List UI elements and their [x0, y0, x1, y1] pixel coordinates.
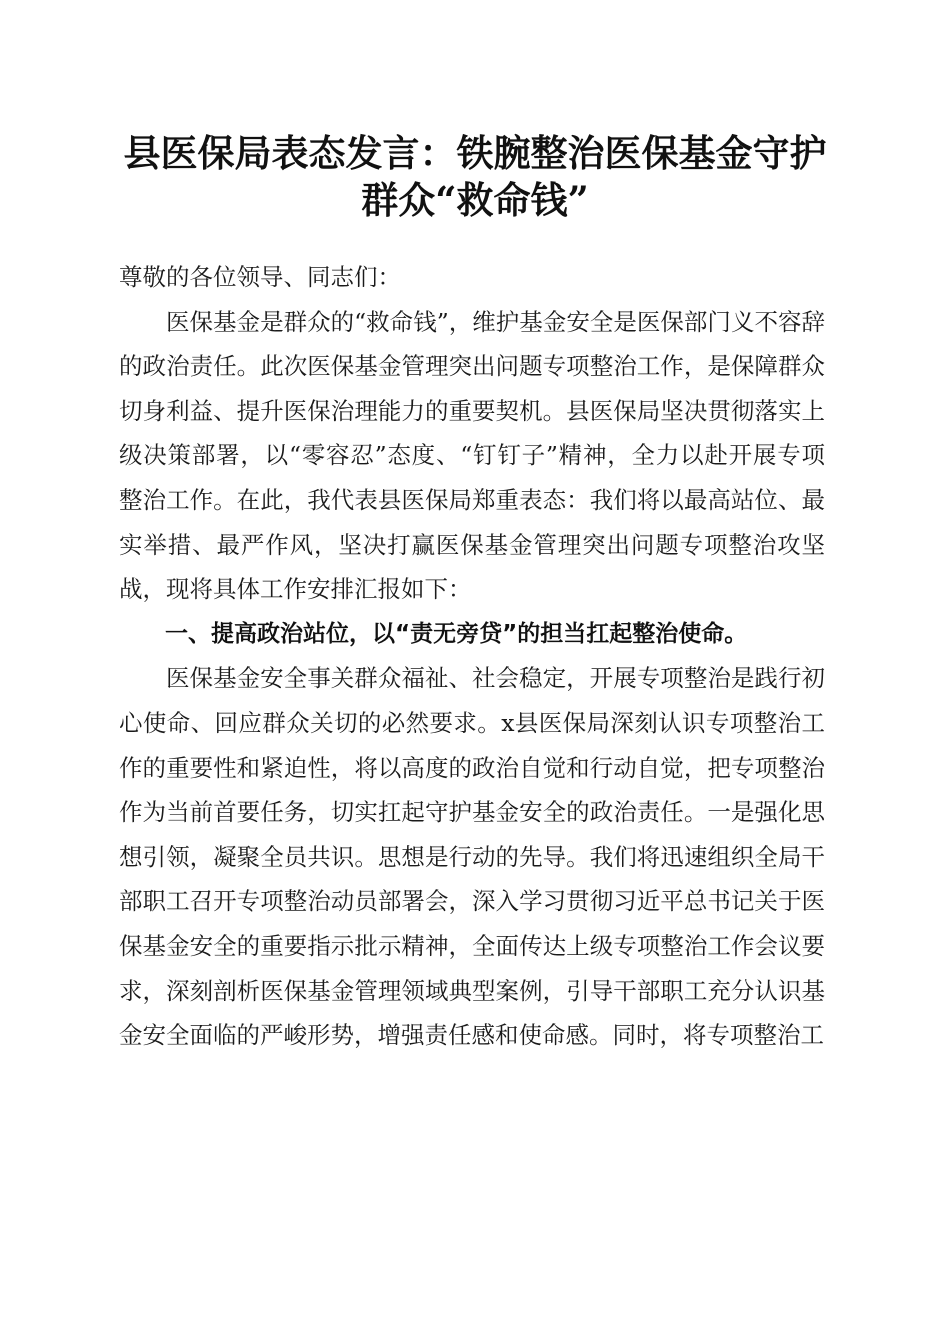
document-title: 县医保局表态发言：铁腕整治医保基金守护群众“救命钱” — [123, 131, 827, 222]
paragraph-intro: 医保基金是群众的“救命钱”，维护基金安全是医保部门义不容辞的政治责任。此次医保基金管理突出问题专项整治工作，是保障群众切身利益、提升医保治理能力的重要契机。县医保局坚决贯彻落实上级决策部署，以“零容忍”态度、“钉钉子”精神，全力以赴开展专项整治工作。在此，我代表县医保局郑重表态：我们将以最高站位、最实举措、最严作风，坚决打赢医保基金管理突出问题专项整治攻坚战，现将具体工作安排汇报如下： — [119, 307, 825, 604]
section-heading: 一、提高政治站位，以“责无旁贷”的担当扛起整治使命。 — [165, 620, 748, 647]
document-body — [119, 255, 825, 1058]
greeting-line: 尊敬的各位领导、同志们： — [119, 263, 401, 291]
paragraph-section-1: 医保基金安全事关群众福祉、社会稳定，开展专项整治是践行初心使命、回应群众关切的必然要求。x县医保局深刻认识专项整治工作的重要性和紧迫性，将以高度的政治自觉和行动自觉，把专项整治作为当前首要任务，切实扛起守护基金安全的政治责任。一是强化思想引领，凝聚全员共识。思想是行动的先导。我们将迅速组织全局干部职工召开专项整治动员部署会，深入学习贯彻习近平总书记关于医保基金安全的重要指示批示精神，全面传达上级专项整治工作会议要求，深刻剖析医保基金管理领域典型案例，引导干部职工充分认识基金安全面临的严峻形势，增强责任感和使命感。同时，将专项整治工 — [119, 664, 825, 1050]
